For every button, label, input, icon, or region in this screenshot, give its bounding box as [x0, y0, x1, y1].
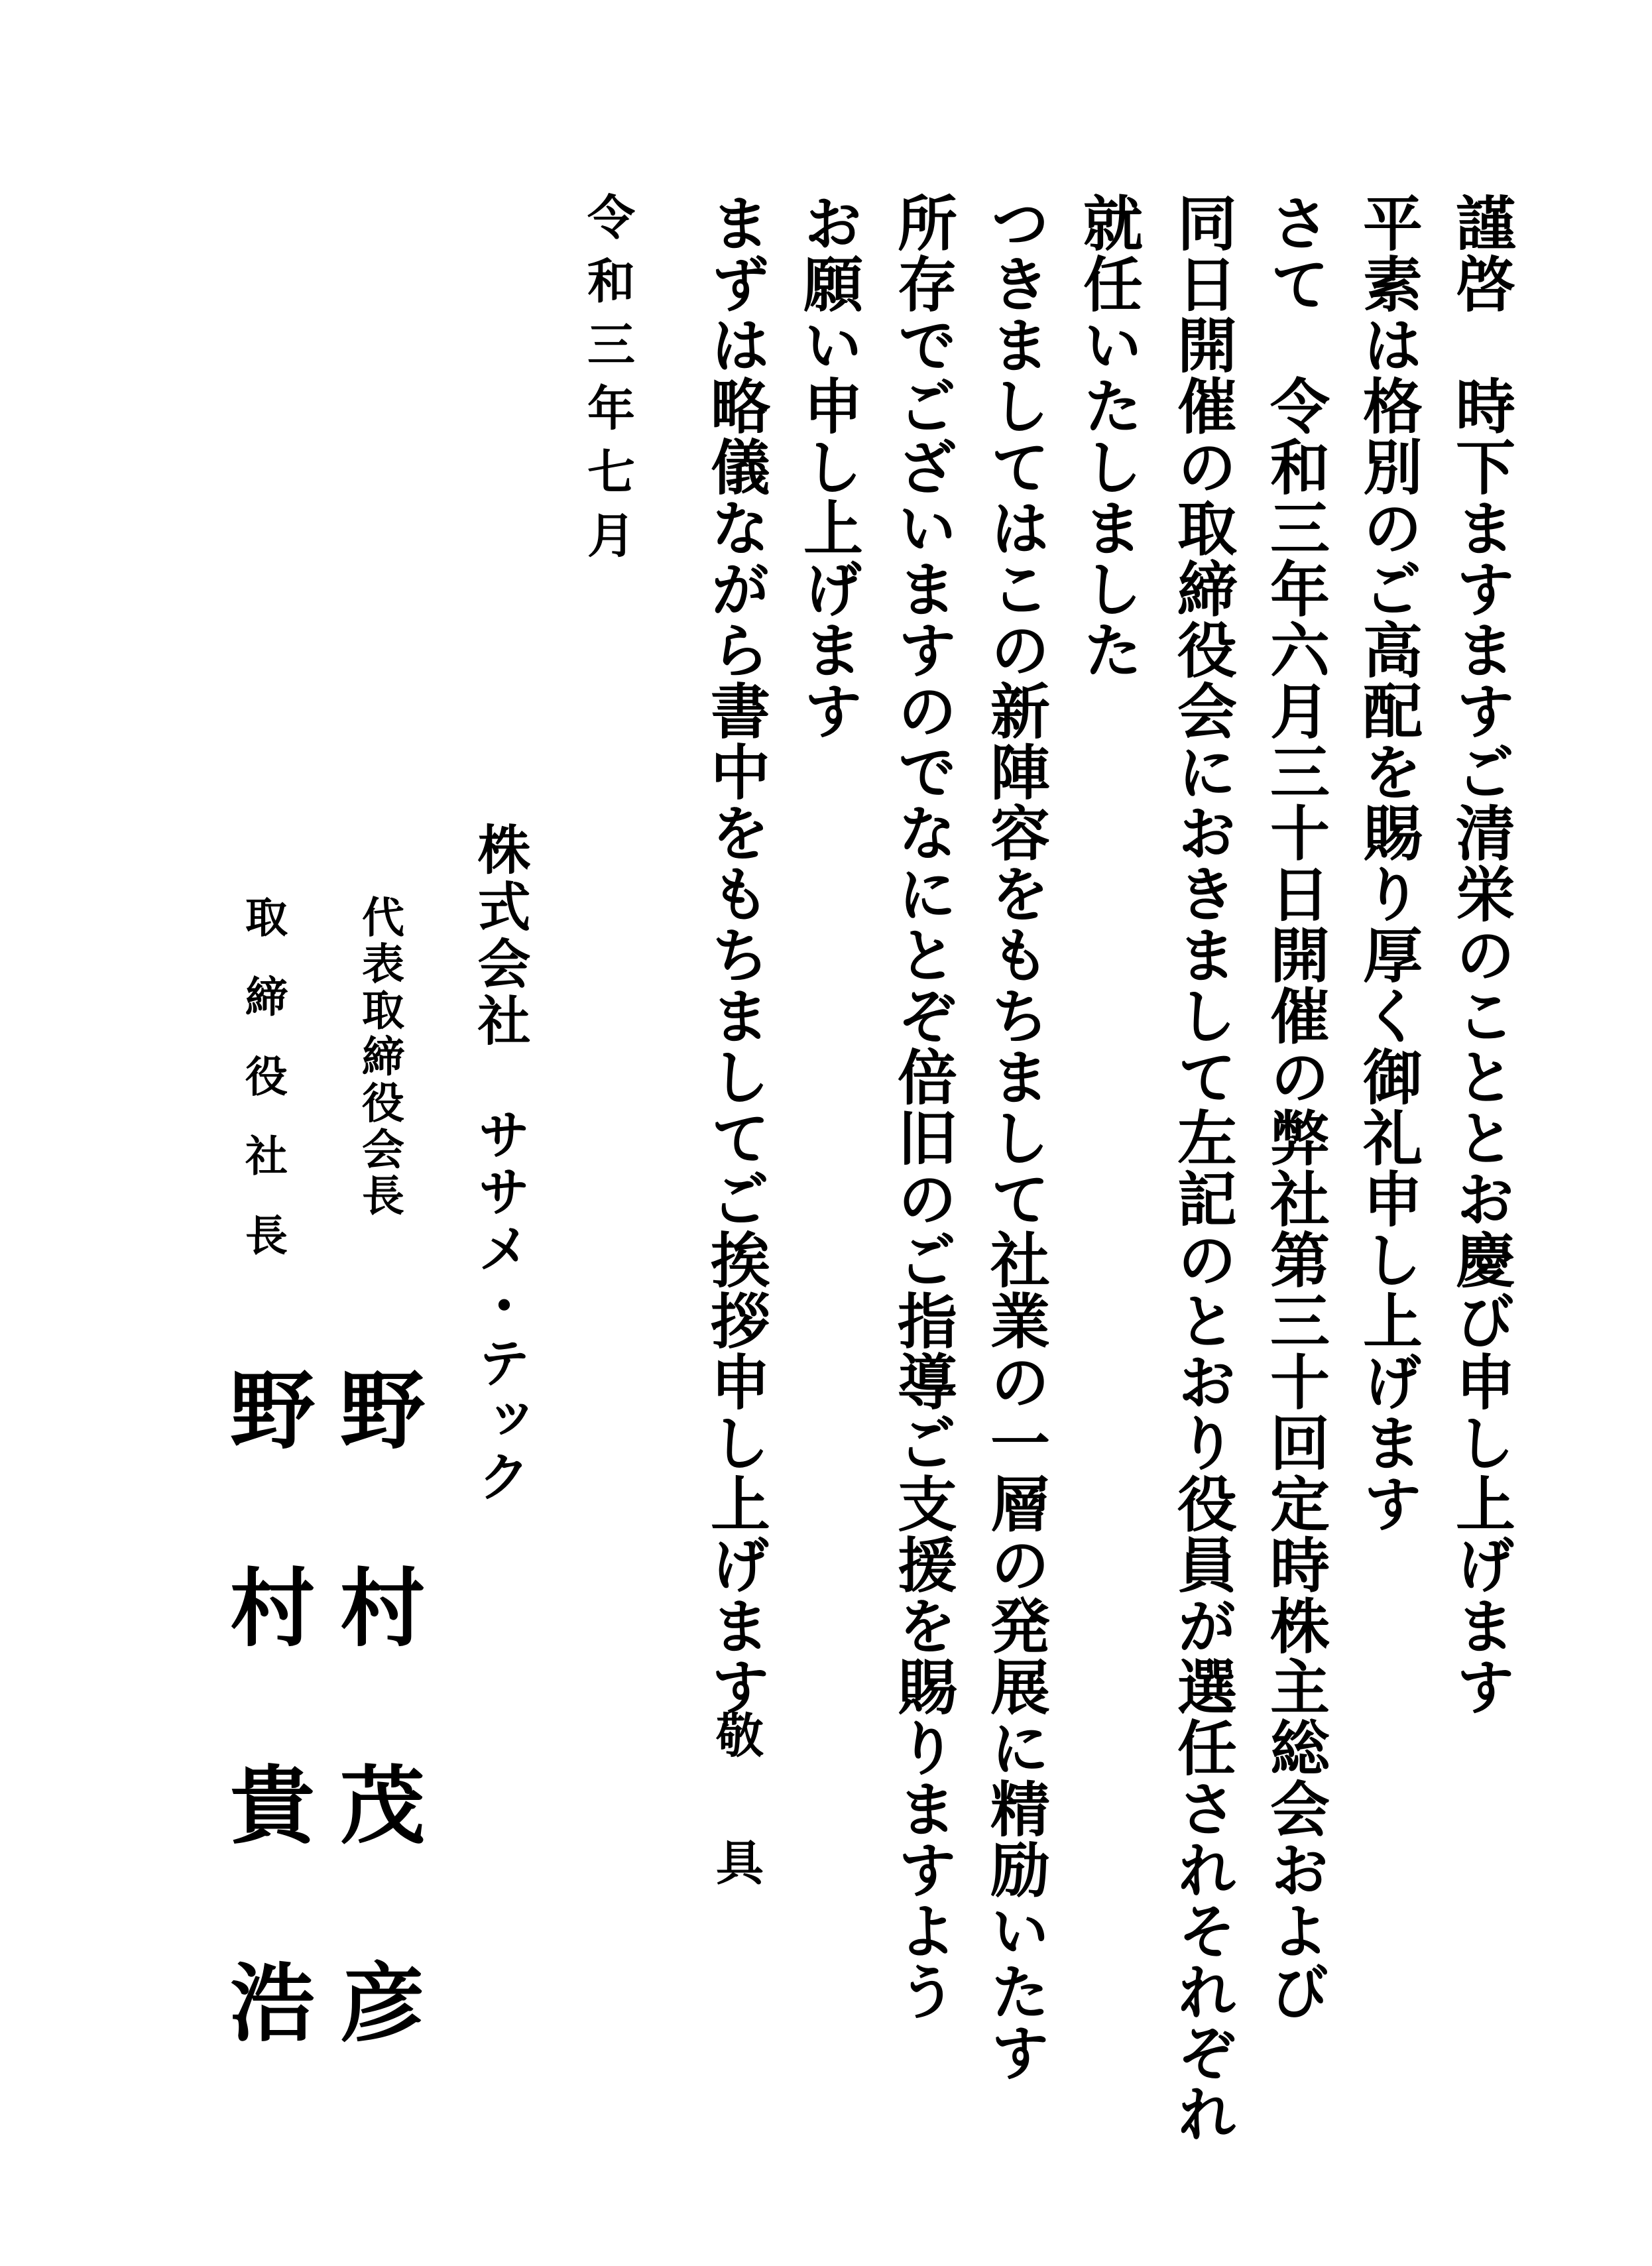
letter-line-1: 謹啓 時下ますますご清栄のこととお慶び申し上げます: [1445, 192, 1515, 1717]
president-name: 野村貴浩: [215, 1366, 315, 2156]
chairman-name: 野村茂彦: [325, 1366, 425, 2156]
letter-line-9: まずは略儀ながら書中をもちましてご挨拶申し上げます: [700, 192, 770, 1717]
company-name: 株式会社 ササメ・テック: [469, 822, 531, 1506]
letter-line-6: つきましてはこの新陣容をもちまして社業の一層の発展に精励いたす: [980, 192, 1050, 2083]
president-title: 取締役社長: [238, 895, 288, 1293]
letter-line-2: 平素は格別のご高配を賜り厚く御礼申し上げます: [1352, 192, 1423, 1534]
letter-line-4: 同日開催の取締役会におきまして左記のとおり役員が選任されそれぞれ: [1167, 192, 1237, 2144]
letter-line-8: お願い申し上げます: [793, 192, 863, 741]
closing-phrase: 敬具: [708, 1710, 764, 1965]
letter-line-7: 所存でございますのでなにとぞ倍旧のご指導ご支援を賜りますよう: [887, 192, 957, 2022]
chairman-title: 代表取締役会長: [355, 895, 404, 1220]
letter-line-3: さて 令和三年六月三十日開催の弊社第三十回定時株主総会および: [1260, 192, 1330, 2022]
letter-date: 令和三年七月: [579, 192, 636, 574]
letter-line-5: 就任いたしました: [1073, 192, 1143, 680]
